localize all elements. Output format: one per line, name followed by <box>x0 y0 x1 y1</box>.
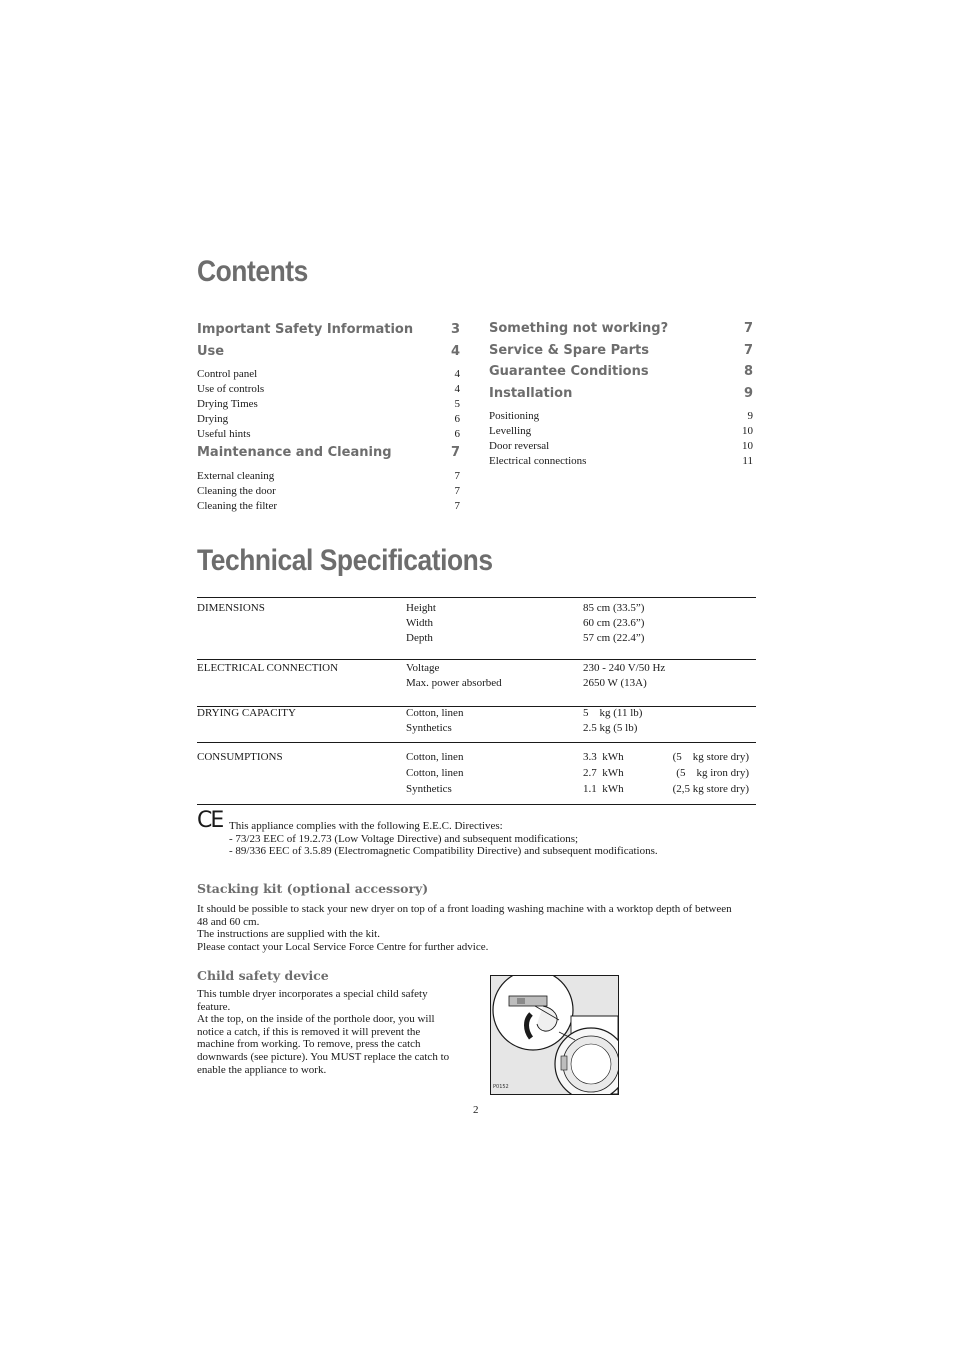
spec-divider <box>197 804 756 805</box>
spec-divider <box>197 597 756 598</box>
toc-something-page: 7 <box>743 321 753 336</box>
toc-item-label: Cleaning the filter <box>197 500 278 512</box>
toc-item-label: Cleaning the door <box>197 485 276 497</box>
spec-param: Max. power absorbed <box>406 677 502 689</box>
toc-item[interactable] <box>197 499 460 514</box>
ce-line: - 89/336 EEC of 3.5.89 (Electromagnetic Compatibility Directive) and subsequent modifications. <box>229 845 658 858</box>
spec-value: 1.1 kWh <box>583 783 624 795</box>
toc-safety-page: 3 <box>450 322 460 337</box>
toc-item[interactable] <box>489 424 753 439</box>
toc-item[interactable] <box>197 484 460 499</box>
toc-item-label: Drying <box>197 413 229 425</box>
toc-item-page: 11 <box>742 455 753 467</box>
child-safety-illustration <box>490 975 619 1095</box>
spec-value: 85 cm (33.5”) <box>583 602 645 614</box>
toc-item-page: 4 <box>454 383 460 395</box>
toc-item-page: 10 <box>742 425 753 437</box>
spec-param: Depth <box>406 632 433 644</box>
child-line: This tumble dryer incorporates a special child safety <box>197 988 428 1000</box>
spec-param: Synthetics <box>406 722 452 734</box>
toc-service-label: Service & Spare Parts <box>489 343 649 358</box>
stacking-heading: Stacking kit (optional accessory) <box>197 881 429 896</box>
spec-param: Width <box>406 617 434 629</box>
toc-item[interactable] <box>197 367 460 382</box>
child-text <box>197 988 467 1076</box>
spec-note: (5 kg iron dry) <box>676 767 749 779</box>
child-line: downwards (see picture). You MUST replace the catch to <box>197 1050 450 1063</box>
toc-use[interactable] <box>197 344 460 359</box>
spec-param: Cotton, linen <box>406 707 464 719</box>
toc-item-label: Electrical connections <box>489 455 587 467</box>
toc-item[interactable] <box>489 409 753 424</box>
spec-param: Cotton, linen <box>406 751 464 763</box>
child-heading: Child safety device <box>197 968 329 983</box>
spec-param: Voltage <box>406 662 440 674</box>
child-line: At the top, on the inside of the porthole door, you will <box>197 1013 435 1026</box>
spec-divider <box>197 659 756 660</box>
toc-item[interactable] <box>489 454 753 469</box>
spec-note: (2,5 kg store dry) <box>672 783 749 795</box>
stacking-text <box>197 903 757 953</box>
spec-label-dimensions: DIMENSIONS <box>197 602 265 614</box>
toc-item[interactable] <box>197 412 460 427</box>
toc-item-page: 7 <box>454 470 460 482</box>
page-number: 2 <box>473 1104 479 1116</box>
spec-param: Cotton, linen <box>406 767 464 779</box>
toc-something-label: Something not working? <box>489 321 669 336</box>
spec-param: Height <box>406 602 436 614</box>
toc-item-label: External cleaning <box>197 470 275 482</box>
toc-safety[interactable] <box>197 322 460 337</box>
toc-use-label: Use <box>197 344 225 359</box>
toc-item-page: 7 <box>454 500 460 512</box>
toc-service-page: 7 <box>743 343 753 358</box>
spec-note: (5 kg store dry) <box>672 751 749 763</box>
toc-item-label: Door reversal <box>489 440 550 452</box>
toc-item-page: 7 <box>454 485 460 497</box>
toc-guarantee[interactable] <box>489 364 753 379</box>
ce-mark-icon: CE <box>197 808 223 833</box>
stacking-line: 48 and 60 cm. <box>197 915 260 928</box>
toc-use-page: 4 <box>450 344 460 359</box>
spec-divider <box>197 742 756 743</box>
spec-value: 230 - 240 V/50 Hz <box>583 662 666 674</box>
toc-item-page: 6 <box>454 428 460 440</box>
stacking-line: The instructions are supplied with the kit. <box>197 928 380 941</box>
toc-something[interactable] <box>489 321 753 336</box>
toc-item-page: 6 <box>454 413 460 425</box>
toc-safety-label: Important Safety Information <box>197 322 414 337</box>
toc-item-label: Positioning <box>489 410 540 422</box>
spec-label-electrical: ELECTRICAL CONNECTION <box>197 662 339 674</box>
toc-installation-label: Installation <box>489 386 573 401</box>
toc-installation[interactable] <box>489 386 753 401</box>
toc-item-page: 4 <box>454 368 460 380</box>
toc-item[interactable] <box>197 382 460 397</box>
ce-text <box>229 820 749 858</box>
contents-title: Contents <box>197 255 308 288</box>
figure-code: P0152 <box>493 1084 509 1090</box>
spec-value: 5 kg (11 lb) <box>583 707 643 719</box>
spec-value: 3.3 kWh <box>583 751 624 763</box>
child-line: enable the appliance to work. <box>197 1063 327 1076</box>
toc-item-label: Control panel <box>197 368 258 380</box>
child-line: feature. <box>197 1000 231 1013</box>
stacking-line: It should be possible to stack your new dryer on top of a front loading washing machine with a worktop depth of between <box>197 903 732 915</box>
toc-item-page: 5 <box>454 398 460 410</box>
toc-guarantee-label: Guarantee Conditions <box>489 364 649 379</box>
toc-item[interactable] <box>197 469 460 484</box>
toc-installation-page: 9 <box>743 386 753 401</box>
toc-item-page: 9 <box>747 410 753 422</box>
toc-item-label: Use of controls <box>197 383 265 395</box>
spec-param: Synthetics <box>406 783 452 795</box>
toc-maintenance-page: 7 <box>450 445 460 460</box>
spec-value: 2.5 kg (5 lb) <box>583 722 638 734</box>
spec-value: 57 cm (22.4”) <box>583 632 645 644</box>
toc-use-list <box>197 367 460 442</box>
toc-item[interactable] <box>197 397 460 412</box>
catch-diagram-icon <box>491 976 618 1094</box>
spec-value: 2.7 kWh <box>583 767 624 779</box>
spec-value: 2650 W (13A) <box>583 677 647 689</box>
ce-line: This appliance complies with the following E.E.C. Directives: <box>229 820 503 832</box>
toc-guarantee-page: 8 <box>743 364 753 379</box>
specs-title: Technical Specifications <box>197 544 493 577</box>
toc-maintenance-list <box>197 469 460 514</box>
toc-maintenance-label: Maintenance and Cleaning <box>197 445 392 460</box>
toc-service[interactable] <box>489 343 753 358</box>
toc-item-label: Levelling <box>489 425 532 437</box>
toc-maintenance[interactable] <box>197 445 460 460</box>
child-line: machine from working. To remove, press the catch <box>197 1038 421 1051</box>
toc-item-label: Useful hints <box>197 428 251 440</box>
spec-value: 60 cm (23.6”) <box>583 617 645 629</box>
stacking-line: Please contact your Local Service Force Centre for further advice. <box>197 940 489 953</box>
child-line: notice a catch, if this is removed it will prevent the <box>197 1025 421 1038</box>
toc-item-page: 10 <box>742 440 753 452</box>
toc-item[interactable] <box>197 427 460 442</box>
spec-label-consumptions: CONSUMPTIONS <box>197 751 283 763</box>
spec-label-capacity: DRYING CAPACITY <box>197 707 296 719</box>
toc-item-label: Drying Times <box>197 398 258 410</box>
toc-installation-list <box>489 409 753 469</box>
ce-line: - 73/23 EEC of 19.2.73 (Low Voltage Directive) and subsequent modifications; <box>229 832 579 845</box>
toc-item[interactable] <box>489 439 753 454</box>
